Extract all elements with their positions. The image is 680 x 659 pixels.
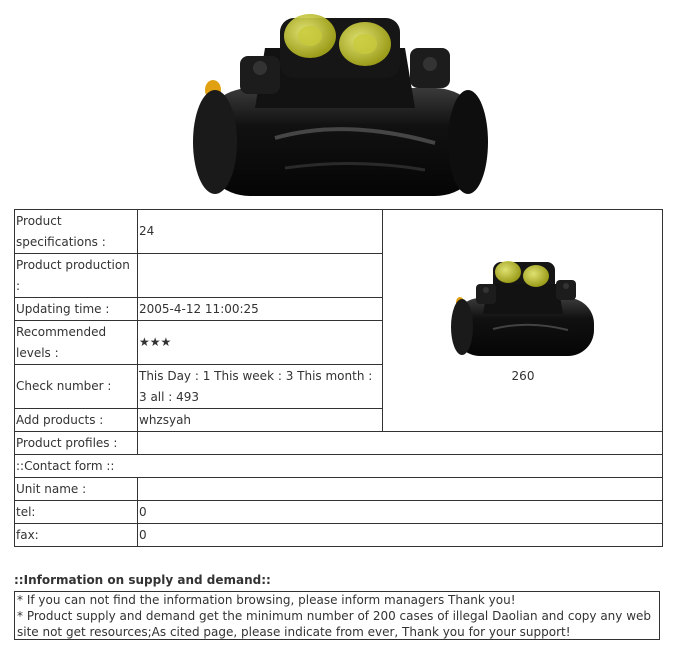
unit-name-label: Unit name : [15, 478, 138, 501]
specifications-value: 24 [138, 210, 383, 254]
fax-value: 0 [138, 524, 663, 547]
row-unit-name [15, 478, 663, 501]
production-label: Product production : [15, 254, 138, 298]
check-number-value: This Day : 1 This week : 3 This month : 3 all : 493 [138, 365, 383, 409]
updating-time-value: 2005-4-12 11:00:25 [138, 298, 383, 321]
row-fax [15, 524, 663, 547]
add-products-label: Add products : [15, 409, 138, 432]
supply-notes-box [14, 591, 660, 640]
tel-label: tel: [15, 501, 138, 524]
supply-note: * Product supply and demand get the minimum number of 200 cases of illegal Daolian and copy any web site not get resources;As cited page, please indicate from ever, Thank you for your support! [17, 609, 652, 639]
specifications-label: Product specifications : [15, 210, 138, 254]
check-number-label: Check number : [15, 365, 138, 409]
supply-note: * If you can not find the information browsing, please inform managers Thank you! [17, 593, 516, 607]
supply-demand-title: ::Information on supply and demand:: [14, 573, 271, 587]
product-photo [185, 8, 490, 203]
row-specifications [15, 210, 663, 254]
updating-time-label: Updating time : [15, 298, 138, 321]
contact-form-heading: ::Contact form :: [15, 455, 663, 478]
recommended-stars: ★★★ [138, 321, 383, 365]
product-thumbnail[interactable] [448, 254, 598, 364]
unit-name-value [138, 478, 663, 501]
tel-value: 0 [138, 501, 663, 524]
fax-label: fax: [15, 524, 138, 547]
thumbnail-cell [383, 210, 663, 432]
row-contact-form [15, 455, 663, 478]
production-value [138, 254, 383, 298]
product-info-table [14, 209, 663, 547]
profiles-value [138, 432, 663, 455]
row-profiles [15, 432, 663, 455]
add-products-value: whzsyah [138, 409, 383, 432]
recommended-label: Recommended levels : [15, 321, 138, 365]
row-tel [15, 501, 663, 524]
thumbnail-caption: 260 [511, 369, 535, 383]
profiles-label: Product profiles : [15, 432, 138, 455]
